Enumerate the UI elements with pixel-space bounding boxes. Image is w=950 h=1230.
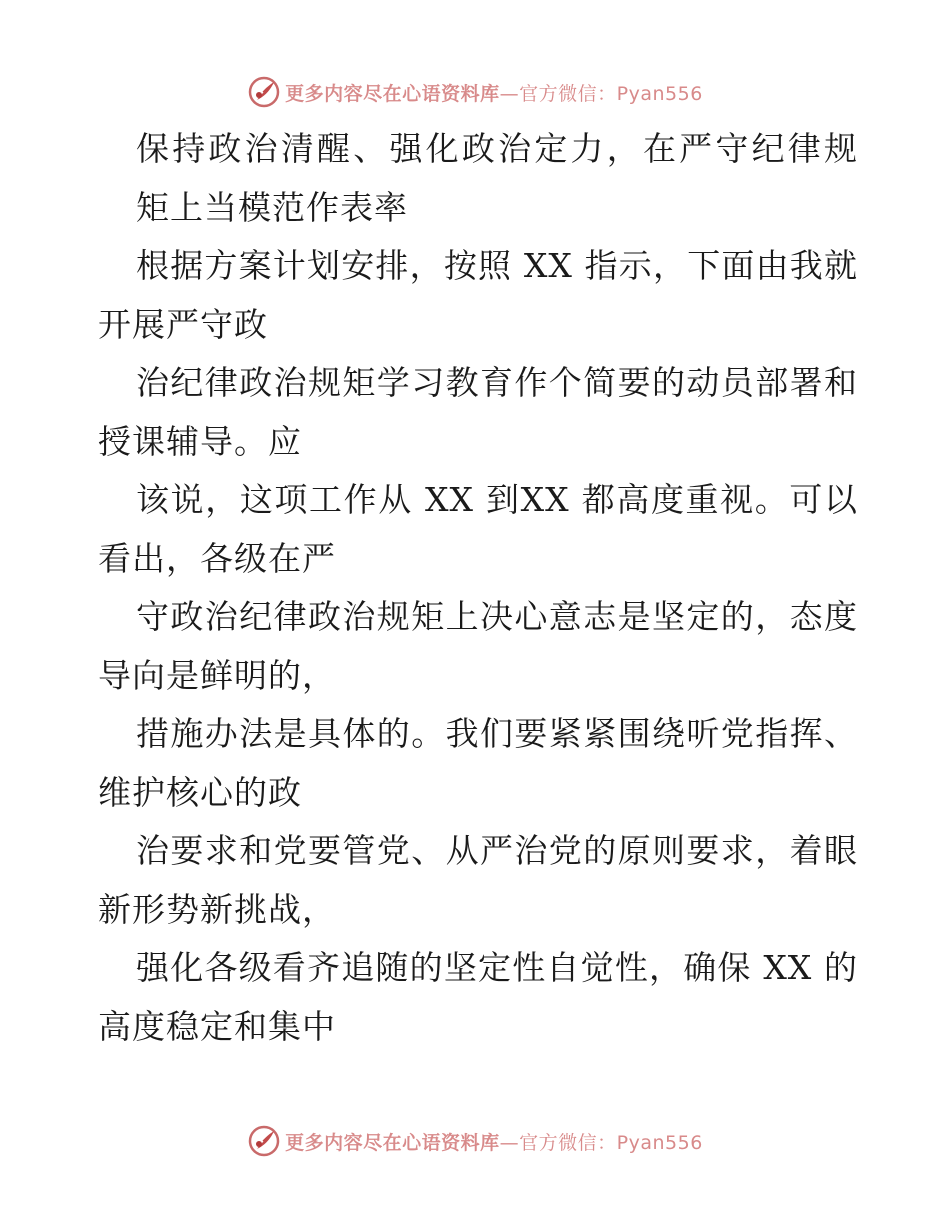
feather-pen-circle-icon <box>247 1124 281 1158</box>
text-line: 措施办法是具体的。我们要紧紧围绕听党指挥、 <box>136 714 858 753</box>
text-line: 治要求和党要管党、从严治党的原则要求，着眼 <box>136 831 858 870</box>
feather-pen-circle-icon <box>247 75 281 109</box>
text-line: 根据方案计划安排，按照 XX 指示，下面由我就 <box>136 246 858 285</box>
text-line: 看出，各级在严 <box>98 538 336 578</box>
text-line: 授课辅导。应 <box>98 421 302 461</box>
footer-watermark <box>0 1121 950 1161</box>
text-line: 治纪律政治规矩学习教育作个简要的动员部署和 <box>136 363 858 402</box>
text-line: 该说，这项工作从 XX 到XX 都高度重视。可以 <box>136 480 858 519</box>
text-line: 维护核心的政 <box>98 772 302 812</box>
text-line: 守政治纪律政治规矩上决心意志是坚定的，态度 <box>136 597 858 636</box>
text-line: 新形势新挑战， <box>98 889 336 929</box>
text-line: 导向是鲜明的， <box>98 655 336 695</box>
watermark-brand: 更多内容尽在心语资料库 <box>285 82 500 105</box>
text-line: 矩上当模范作表率 <box>136 187 408 227</box>
watermark-dash: — <box>499 82 520 105</box>
watermark-dash: — <box>499 1131 520 1154</box>
text-line: 开展严守政 <box>98 304 268 344</box>
header-watermark <box>0 72 950 112</box>
text-line: 保持政治清醒、强化政治定力，在严守纪律规 <box>136 129 858 168</box>
text-line: 强化各级看齐追随的坚定性自觉性，确保 XX 的 <box>136 948 858 987</box>
watermark-suffix: 官方微信：Pyan556 <box>519 1131 703 1154</box>
text-line: 高度稳定和集中 <box>98 1006 336 1046</box>
watermark-suffix: 官方微信：Pyan556 <box>519 82 703 105</box>
watermark-brand: 更多内容尽在心语资料库 <box>285 1131 500 1154</box>
document-body <box>98 120 858 1056</box>
